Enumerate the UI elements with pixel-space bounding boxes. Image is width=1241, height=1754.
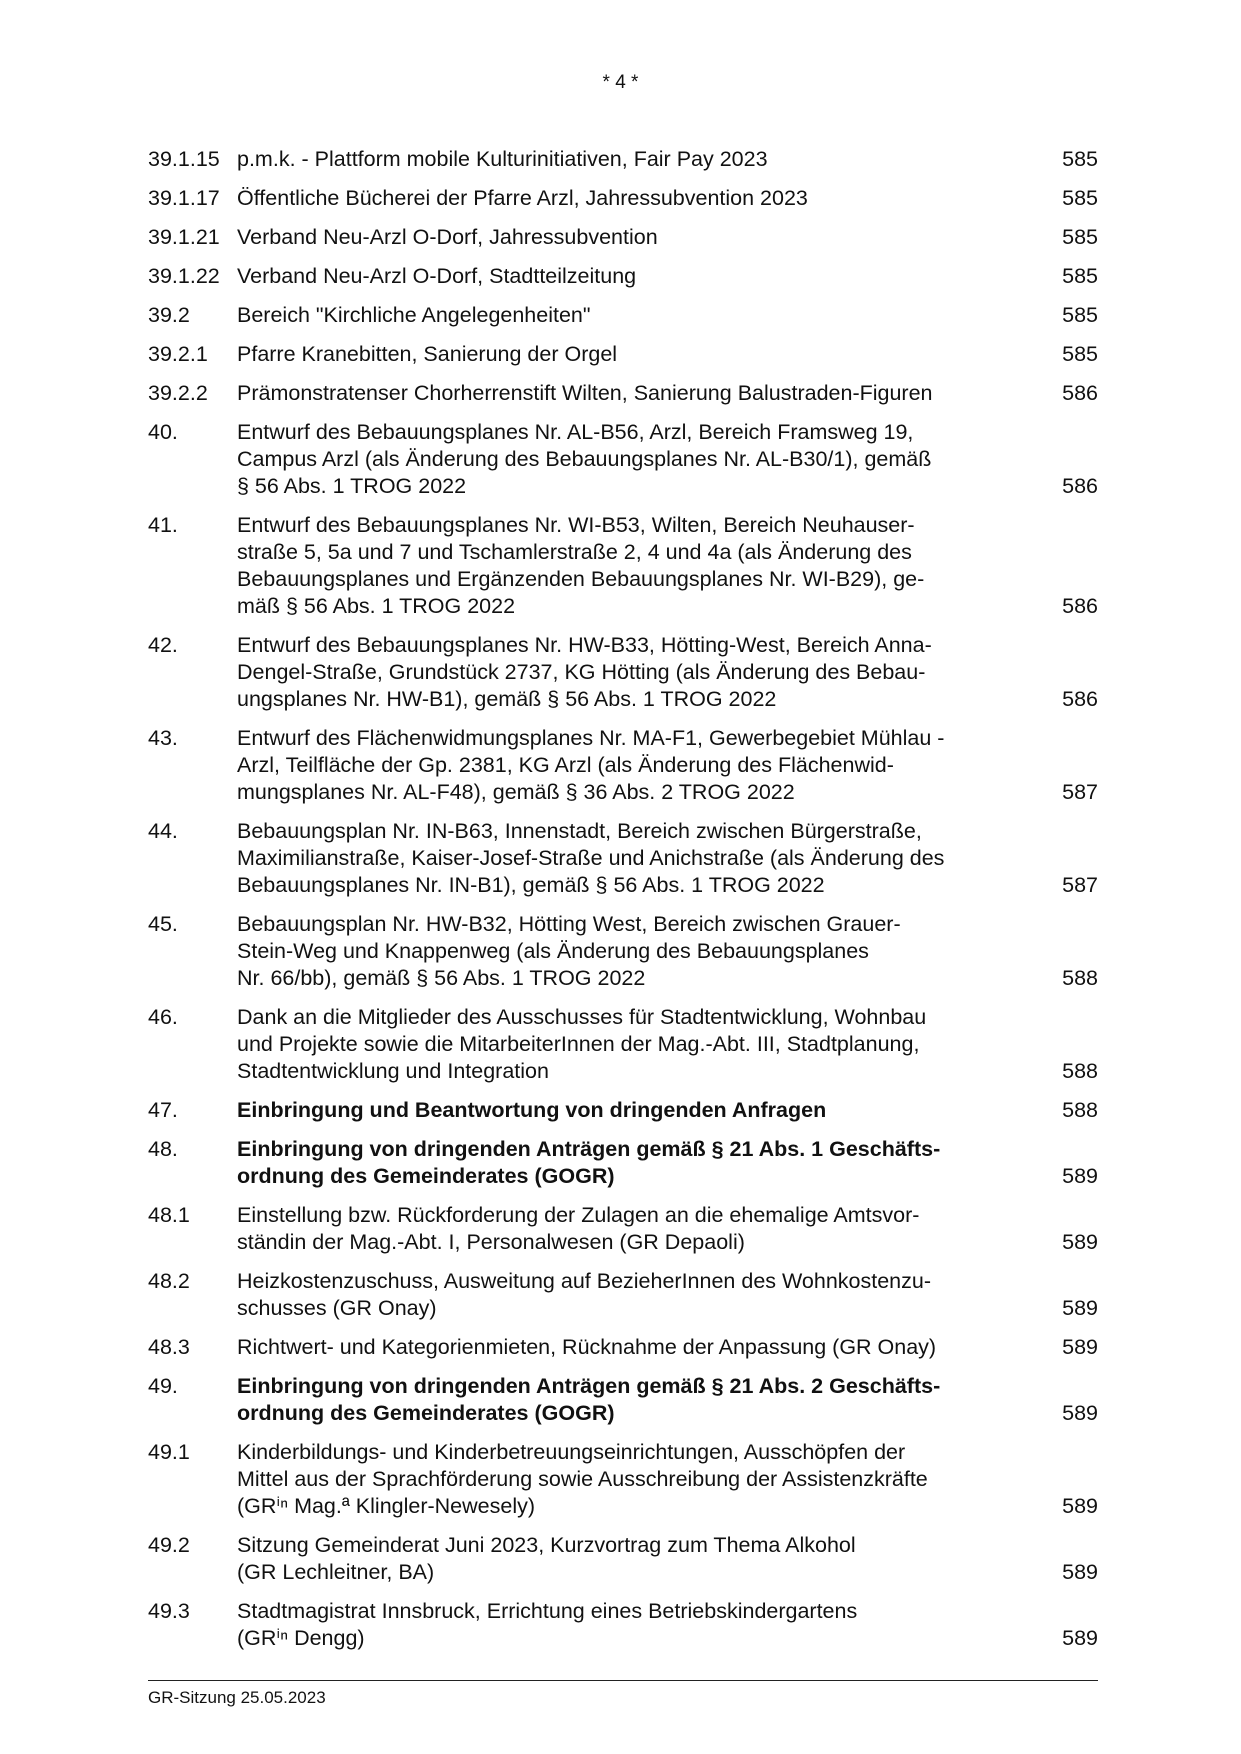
toc-entry-title-line: mungsplanes Nr. AL-F48), gemäß § 36 Abs. 2 TROG 2022 [237, 780, 795, 804]
toc-entry-title-line: Entwurf des Bebauungsplanes Nr. WI-B53, Wilten, Bereich Neuhauser- [237, 513, 915, 537]
toc-entry-title-line: Bereich "Kirchliche Angelegenheiten" [237, 303, 591, 327]
toc-entry-title-line: Entwurf des Bebauungsplanes Nr. AL-B56, Arzl, Bereich Framsweg 19, [237, 420, 914, 444]
toc-entry-title-line: Richtwert- und Kategorienmieten, Rücknahme der Anpassung (GR Onay) [237, 1335, 937, 1359]
toc-entry-title [237, 1598, 997, 1652]
page-number: * 4 * [602, 72, 639, 93]
footer-divider [148, 1680, 1098, 1681]
toc-entry-number: 47. [148, 1098, 178, 1122]
toc-entry-page: 586 [1062, 594, 1098, 618]
toc-entry-title [237, 1202, 997, 1256]
toc-entry-page: 587 [1062, 873, 1098, 897]
toc-entry-title [237, 1532, 997, 1586]
toc-entry-title-line: Nr. 66/bb), gemäß § 56 Abs. 1 TROG 2022 [237, 966, 646, 990]
toc-entry-page: 586 [1062, 381, 1098, 405]
toc-entry-number: 39.1.21 [148, 225, 220, 249]
toc-entry-page: 585 [1062, 186, 1098, 210]
toc-entry-title [237, 1268, 997, 1322]
toc-entry [148, 302, 1098, 329]
toc-entry [148, 341, 1098, 368]
toc-entry-title-line: Mittel aus der Sprachförderung sowie Ausschreibung der Assistenzkräfte [237, 1467, 928, 1491]
toc-entry-page: 588 [1062, 1059, 1098, 1083]
toc-entry-number: 43. [148, 726, 178, 750]
toc-entry-number: 39.2.1 [148, 342, 208, 366]
toc-entry-title-line: p.m.k. - Plattform mobile Kulturinitiativen, Fair Pay 2023 [237, 147, 768, 171]
toc-entry-title-line: Bebauungsplan Nr. IN-B63, Innenstadt, Bereich zwischen Bürgerstraße, [237, 819, 922, 843]
toc-entry-page: 589 [1062, 1164, 1098, 1188]
toc-entry-page: 589 [1062, 1626, 1098, 1650]
toc-entry-title-line: ordnung des Gemeinderates (GOGR) [237, 1401, 615, 1425]
toc-entry [148, 818, 1098, 899]
toc-entry-title-line: Dank an die Mitglieder des Ausschusses für Stadtentwicklung, Wohnbau [237, 1005, 927, 1029]
toc-entry [148, 1598, 1098, 1652]
toc-entry-title-line: Einbringung von dringenden Anträgen gemäß § 21 Abs. 1 Geschäfts- [237, 1137, 941, 1161]
footer-session-date: GR-Sitzung 25.05.2023 [148, 1688, 326, 1707]
toc-entry [148, 632, 1098, 713]
toc-entry-number: 46. [148, 1005, 178, 1029]
toc-entry-title-line: (GRⁱⁿ Dengg) [237, 1626, 365, 1650]
toc-entry-number: 41. [148, 513, 178, 537]
toc-entry-page: 586 [1062, 687, 1098, 711]
toc-entry-title-line: Bebauungsplan Nr. HW-B32, Hötting West, Bereich zwischen Grauer- [237, 912, 901, 936]
toc-entry-page: 588 [1062, 966, 1098, 990]
toc-entry-title [237, 1097, 997, 1124]
toc-entry-page: 585 [1062, 303, 1098, 327]
toc-entry-title [237, 380, 997, 407]
toc-entry [148, 725, 1098, 806]
toc-entry [148, 911, 1098, 992]
toc-entry-title [237, 725, 997, 806]
toc-entry-page: 585 [1062, 342, 1098, 366]
toc-entry-title-line: Einstellung bzw. Rückforderung der Zulagen an die ehemalige Amtsvor- [237, 1203, 920, 1227]
toc-entry-title-line: schusses (GR Onay) [237, 1296, 437, 1320]
toc-entry-number: 48.1 [148, 1203, 190, 1227]
toc-entry [148, 224, 1098, 251]
toc-entry [148, 1268, 1098, 1322]
toc-entry-title [237, 1136, 997, 1190]
toc-entry [148, 185, 1098, 212]
table-of-contents [148, 146, 1098, 1664]
toc-entry [148, 263, 1098, 290]
toc-entry-number: 48.2 [148, 1269, 190, 1293]
toc-entry-title [237, 1334, 997, 1361]
toc-entry-page: 586 [1062, 474, 1098, 498]
toc-entry [148, 1373, 1098, 1427]
toc-entry-title [237, 224, 997, 251]
toc-entry-title [237, 302, 997, 329]
toc-entry-title-line: Heizkostenzuschuss, Ausweitung auf BezieherInnen des Wohnkostenzu- [237, 1269, 931, 1293]
toc-entry-title-line: (GR Lechleitner, BA) [237, 1560, 435, 1584]
toc-entry-page: 585 [1062, 264, 1098, 288]
toc-entry-title-line: Stadtmagistrat Innsbruck, Errichtung eines Betriebskindergartens [237, 1599, 858, 1623]
toc-entry-page: 585 [1062, 147, 1098, 171]
toc-entry-title-line: Campus Arzl (als Änderung des Bebauungsplanes Nr. AL-B30/1), gemäß [237, 447, 932, 471]
toc-entry-number: 49. [148, 1374, 178, 1398]
toc-entry-title-line: Dengel-Straße, Grundstück 2737, KG Hötting (als Änderung des Bebau- [237, 660, 926, 684]
toc-entry [148, 1004, 1098, 1085]
toc-entry [148, 1136, 1098, 1190]
toc-entry-title [237, 1373, 997, 1427]
toc-entry-title-line: mäß § 56 Abs. 1 TROG 2022 [237, 594, 516, 618]
toc-entry-title [237, 632, 997, 713]
toc-entry-title [237, 185, 997, 212]
toc-entry-page: 589 [1062, 1296, 1098, 1320]
toc-entry-page: 585 [1062, 225, 1098, 249]
toc-entry-page: 587 [1062, 780, 1098, 804]
toc-entry [148, 380, 1098, 407]
toc-entry-title-line: Bebauungsplanes und Ergänzenden Bebauungsplanes Nr. WI-B29), ge- [237, 567, 925, 591]
toc-entry-title-line: Maximilianstraße, Kaiser-Josef-Straße und Anichstraße (als Änderung des [237, 846, 945, 870]
toc-entry-number: 42. [148, 633, 178, 657]
toc-entry-page: 588 [1062, 1098, 1098, 1122]
toc-entry-page: 589 [1062, 1230, 1098, 1254]
toc-entry-title-line: straße 5, 5a und 7 und Tschamlerstraße 2, 4 und 4a (als Änderung des [237, 540, 912, 564]
toc-entry-number: 49.3 [148, 1599, 190, 1623]
toc-entry-title [237, 911, 997, 992]
toc-entry-title-line: Stein-Weg und Knappenweg (als Änderung des Bebauungsplanes [237, 939, 869, 963]
toc-entry-number: 49.1 [148, 1440, 190, 1464]
toc-entry-number: 39.1.22 [148, 264, 220, 288]
toc-entry-title-line: Einbringung von dringenden Anträgen gemäß § 21 Abs. 2 Geschäfts- [237, 1374, 941, 1398]
toc-entry-title-line: und Projekte sowie die MitarbeiterInnen der Mag.-Abt. III, Stadtplanung, [237, 1032, 920, 1056]
toc-entry-title-line: Prämonstratenser Chorherrenstift Wilten, Sanierung Balustraden-Figuren [237, 381, 933, 405]
toc-entry-page: 589 [1062, 1335, 1098, 1359]
toc-entry [148, 419, 1098, 500]
toc-entry-title [237, 263, 997, 290]
toc-entry-title-line: Verband Neu-Arzl O-Dorf, Jahressubvention [237, 225, 658, 249]
toc-entry-title-line: (GRⁱⁿ Mag.ª Klingler-Newesely) [237, 1494, 536, 1518]
toc-entry-page: 589 [1062, 1401, 1098, 1425]
toc-entry-title-line: Kinderbildungs- und Kinderbetreuungseinrichtungen, Ausschöpfen der [237, 1440, 906, 1464]
toc-entry-page: 589 [1062, 1494, 1098, 1518]
toc-entry [148, 1439, 1098, 1520]
toc-entry-number: 49.2 [148, 1533, 190, 1557]
toc-entry-title-line: Verband Neu-Arzl O-Dorf, Stadtteilzeitung [237, 264, 637, 288]
toc-entry-title [237, 818, 997, 899]
toc-entry-number: 39.1.17 [148, 186, 220, 210]
toc-entry-title-line: ordnung des Gemeinderates (GOGR) [237, 1164, 615, 1188]
toc-entry-number: 39.2 [148, 303, 190, 327]
toc-entry-number: 40. [148, 420, 178, 444]
toc-entry-number: 48.3 [148, 1335, 190, 1359]
toc-entry [148, 1334, 1098, 1361]
toc-entry-title-line: Arzl, Teilfläche der Gp. 2381, KG Arzl (als Änderung des Flächenwid- [237, 753, 894, 777]
toc-entry-title-line: Einbringung und Beantwortung von dringenden Anfragen [237, 1098, 827, 1122]
toc-entry [148, 1532, 1098, 1586]
toc-entry-title [237, 512, 997, 620]
toc-entry-title-line: ungsplanes Nr. HW-B1), gemäß § 56 Abs. 1 TROG 2022 [237, 687, 777, 711]
toc-entry-title [237, 1439, 997, 1520]
toc-entry-title-line: ständin der Mag.-Abt. I, Personalwesen (GR Depaoli) [237, 1230, 745, 1254]
toc-entry-title-line: Sitzung Gemeinderat Juni 2023, Kurzvortrag zum Thema Alkohol [237, 1533, 856, 1557]
toc-entry-number: 48. [148, 1137, 178, 1161]
toc-entry-title-line: Entwurf des Flächenwidmungsplanes Nr. MA-F1, Gewerbegebiet Mühlau - [237, 726, 945, 750]
toc-entry-title-line: Bebauungsplanes Nr. IN-B1), gemäß § 56 Abs. 1 TROG 2022 [237, 873, 825, 897]
toc-entry [148, 1202, 1098, 1256]
toc-entry-number: 45. [148, 912, 178, 936]
toc-entry-title [237, 419, 997, 500]
toc-entry-number: 44. [148, 819, 178, 843]
toc-entry-title-line: Öffentliche Bücherei der Pfarre Arzl, Jahressubvention 2023 [237, 186, 808, 210]
toc-entry-title-line: Pfarre Kranebitten, Sanierung der Orgel [237, 342, 618, 366]
toc-entry [148, 146, 1098, 173]
toc-entry [148, 1097, 1098, 1124]
toc-entry-page: 589 [1062, 1560, 1098, 1584]
toc-entry-title [237, 341, 997, 368]
toc-entry-title-line: § 56 Abs. 1 TROG 2022 [237, 474, 467, 498]
toc-entry-title-line: Stadtentwicklung und Integration [237, 1059, 549, 1083]
toc-entry-title [237, 1004, 997, 1085]
toc-entry [148, 512, 1098, 620]
toc-entry-number: 39.2.2 [148, 381, 208, 405]
toc-entry-number: 39.1.15 [148, 147, 220, 171]
toc-entry-title-line: Entwurf des Bebauungsplanes Nr. HW-B33, Hötting-West, Bereich Anna- [237, 633, 932, 657]
toc-entry-title [237, 146, 997, 173]
